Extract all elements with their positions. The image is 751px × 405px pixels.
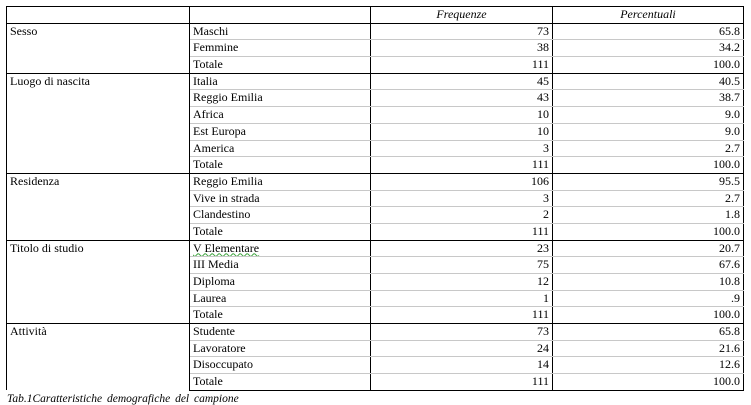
frequenze-cell: 10 <box>371 123 553 140</box>
percentuali-cell: 65.8 <box>553 23 744 40</box>
frequenze-cell: 23 <box>371 240 553 257</box>
table-caption: Tab.1Caratteristiche demografiche del campione <box>7 392 239 405</box>
percentuali-cell: 20.7 <box>553 240 744 257</box>
percentuali-cell: 21.6 <box>553 340 744 357</box>
category-cell: Sesso <box>7 23 190 73</box>
subcategory-cell <box>190 57 371 74</box>
subcategory-cell <box>190 324 371 341</box>
subcategory-label: Vive in strada <box>193 190 260 205</box>
percentuali-cell: 12.6 <box>553 357 744 374</box>
subcategory-label: Totale <box>193 307 223 322</box>
table-row <box>7 173 744 190</box>
percentuali-cell: 65.8 <box>553 324 744 341</box>
percentuali-cell: 38.7 <box>553 90 744 107</box>
percentuali-cell: 9.0 <box>553 107 744 124</box>
subcategory-label: Reggio Emilia <box>193 90 263 105</box>
frequenze-cell: 14 <box>371 357 553 374</box>
subcategory-label: Reggio Emilia <box>193 173 263 188</box>
table-row <box>7 73 744 90</box>
subcategory-label: Diploma <box>193 274 235 288</box>
frequenze-cell: 3 <box>371 140 553 157</box>
frequenze-cell: 1 <box>371 290 553 307</box>
subcategory-label: America <box>193 140 235 155</box>
subcategory-label: Africa <box>193 107 224 122</box>
subcategory-cell <box>190 257 371 274</box>
percentuali-cell: 100.0 <box>553 374 744 391</box>
frequenze-cell: 75 <box>371 257 553 274</box>
subcategory-label: Totale <box>193 57 223 72</box>
subcategory-cell <box>190 374 371 391</box>
percentuali-cell: 2.7 <box>553 140 744 157</box>
percentuali-cell: 67.6 <box>553 257 744 274</box>
header-percentuali: Percentuali <box>553 7 744 24</box>
category-cell: Titolo di studio <box>7 240 190 323</box>
percentuali-cell: 40.5 <box>553 73 744 90</box>
category-cell: Attività <box>7 324 190 391</box>
frequenze-cell: 111 <box>371 307 553 324</box>
subcategory-cell <box>190 190 371 207</box>
frequenze-cell: 3 <box>371 190 553 207</box>
header-frequenze: Frequenze <box>371 7 553 24</box>
percentuali-cell: 10.8 <box>553 274 744 291</box>
subcategory-cell <box>190 274 371 291</box>
subcategory-label: Femmine <box>193 40 239 55</box>
subcategory-cell <box>190 173 371 190</box>
table-header-row <box>7 7 744 24</box>
header-subcategory <box>190 7 371 24</box>
category-cell: Residenza <box>7 173 190 240</box>
subcategory-label: Laurea <box>193 290 227 305</box>
subcategory-label: III Media <box>193 257 239 272</box>
subcategory-label: Disoccupato <box>193 357 253 372</box>
frequenze-cell: 10 <box>371 107 553 124</box>
subcategory-label: Italia <box>193 73 218 88</box>
subcategory-cell <box>190 357 371 374</box>
subcategory-cell <box>190 23 371 40</box>
table-row <box>7 240 744 257</box>
category-cell: Luogo di nascita <box>7 73 190 173</box>
subcategory-label: Lavoratore <box>193 340 246 355</box>
frequenze-cell: 24 <box>371 340 553 357</box>
subcategory-cell <box>190 157 371 174</box>
frequenze-cell: 12 <box>371 274 553 291</box>
frequenze-cell: 45 <box>371 73 553 90</box>
subcategory-cell <box>190 123 371 140</box>
percentuali-cell: 100.0 <box>553 157 744 174</box>
frequenze-cell: 111 <box>371 157 553 174</box>
frequenze-cell: 2 <box>371 207 553 224</box>
subcategory-cell <box>190 207 371 224</box>
subcategory-cell <box>190 140 371 157</box>
subcategory-label: Totale <box>193 157 223 172</box>
frequenze-cell: 38 <box>371 40 553 57</box>
frequenze-cell: 111 <box>371 374 553 391</box>
percentuali-cell: 100.0 <box>553 57 744 74</box>
frequenze-cell: 106 <box>371 173 553 190</box>
header-category <box>7 7 190 24</box>
subcategory-label: Clandestino <box>193 207 251 222</box>
frequenze-cell: 73 <box>371 23 553 40</box>
subcategory-cell <box>190 290 371 307</box>
subcategory-label: Est Europa <box>193 123 246 138</box>
subcategory-label: Studente <box>193 324 235 339</box>
subcategory-label: Totale <box>193 374 223 389</box>
frequenze-cell: 111 <box>371 223 553 240</box>
subcategory-cell <box>190 107 371 124</box>
frequenze-cell: 73 <box>371 324 553 341</box>
subcategory-cell <box>190 240 371 257</box>
percentuali-cell: 100.0 <box>553 223 744 240</box>
percentuali-cell: 9.0 <box>553 123 744 140</box>
subcategory-cell <box>190 307 371 324</box>
table-row <box>7 23 744 40</box>
document-page <box>6 6 743 405</box>
table-body <box>7 23 744 390</box>
percentuali-cell: 100.0 <box>553 307 744 324</box>
demographics-table <box>6 6 744 391</box>
percentuali-cell: .9 <box>553 290 744 307</box>
table-row <box>7 324 744 341</box>
subcategory-cell <box>190 90 371 107</box>
subcategory-cell <box>190 223 371 240</box>
subcategory-label: Maschi <box>193 23 229 38</box>
percentuali-cell: 2.7 <box>553 190 744 207</box>
subcategory-label: Totale <box>193 223 223 238</box>
percentuali-cell: 1.8 <box>553 207 744 224</box>
subcategory-cell <box>190 73 371 90</box>
frequenze-cell: 111 <box>371 57 553 74</box>
frequenze-cell: 43 <box>371 90 553 107</box>
subcategory-cell <box>190 340 371 357</box>
subcategory-label: V Elementare <box>193 240 260 255</box>
percentuali-cell: 34.2 <box>553 40 744 57</box>
percentuali-cell: 95.5 <box>553 173 744 190</box>
subcategory-cell <box>190 40 371 57</box>
